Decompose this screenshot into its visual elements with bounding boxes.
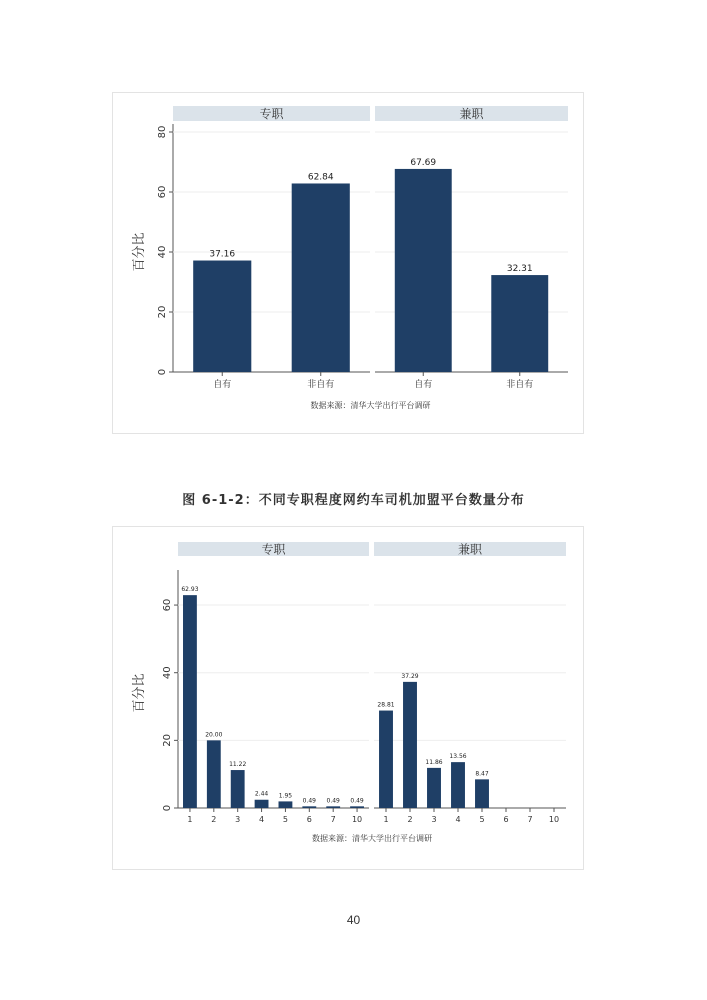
x-tick-label: 7 [527,815,533,824]
data-label: 1.95 [278,792,293,800]
x-tick-label: 2 [407,815,413,824]
bar [193,261,251,372]
bar [395,169,452,372]
x-tick-label: 2 [211,815,217,824]
x-tick-label: 3 [431,815,437,824]
bar [491,275,548,372]
source-note: 数据来源：清华大学出行平台调研 [312,834,432,843]
y-tick-label: 0 [162,804,173,812]
y-tick-label: 80 [157,125,168,139]
x-tick-label: 1 [187,815,193,824]
x-tick-label: 10 [548,815,560,824]
x-tick-label: 3 [235,815,241,824]
bar [183,595,197,808]
x-tick-label: 10 [351,815,363,824]
x-tick-label: 非自有 [307,380,335,390]
x-tick-label: 1 [383,815,389,824]
bar [451,762,465,808]
bar [302,806,316,808]
chart-platform-count [112,526,584,870]
data-label: 8.47 [475,770,489,778]
bar [350,806,364,808]
y-axis-title: 百分比 [132,673,147,713]
data-label: 0.49 [326,797,340,805]
bar [379,711,393,808]
source-note: 数据来源：清华大学出行平台调研 [310,401,431,410]
data-label: 11.86 [425,758,443,766]
data-label: 32.31 [506,264,533,275]
x-tick-label: 5 [479,815,485,824]
x-tick-label: 4 [455,815,461,824]
data-label: 37.29 [401,672,419,680]
bar [231,770,245,808]
bar [326,806,340,808]
data-label: 0.49 [350,797,364,805]
chart-ownership-svg [113,93,583,433]
x-tick-label: 自有 [213,380,232,390]
page-number: 40 [346,913,361,927]
panel-title: 兼职 [459,107,484,121]
x-tick-label: 5 [282,815,288,824]
panel-title: 专职 [261,542,286,557]
data-label: 2.44 [254,790,269,798]
data-label: 20.00 [205,731,223,739]
x-tick-label: 非自有 [506,380,534,390]
data-label: 37.16 [209,249,236,260]
x-tick-label: 自有 [414,380,433,390]
y-tick-label: 0 [157,368,168,376]
data-label: 62.93 [181,586,199,594]
data-label: 13.56 [449,753,467,761]
panel-title: 专职 [259,107,284,121]
data-label: 62.84 [307,172,334,183]
bar [207,740,221,808]
data-label: 0.49 [302,797,316,805]
x-tick-label: 6 [306,815,312,824]
x-tick-label: 4 [259,815,265,824]
bar [475,779,489,808]
bar [427,768,441,808]
x-tick-label: 6 [503,815,509,824]
bar [292,183,350,372]
panel-title: 兼职 [457,542,483,557]
x-tick-label: 7 [330,815,336,824]
y-tick-label: 60 [162,598,173,612]
y-tick-label: 40 [162,666,173,680]
figure-title: 图 6-1-2：不同专职程度网约车司机加盟平台数量分布 [182,493,525,508]
y-tick-label: 40 [157,245,168,259]
y-tick-label: 60 [157,185,168,199]
chart-ownership [112,92,584,434]
bar [403,682,417,808]
bar [279,801,293,808]
data-label: 28.81 [377,701,395,709]
bar [255,800,269,808]
y-tick-label: 20 [157,305,168,319]
y-tick-label: 20 [162,733,173,747]
data-label: 67.69 [410,157,437,168]
chart-platform-count-svg [113,527,583,869]
data-label: 11.22 [229,761,247,769]
y-axis-title: 百分比 [132,232,147,272]
